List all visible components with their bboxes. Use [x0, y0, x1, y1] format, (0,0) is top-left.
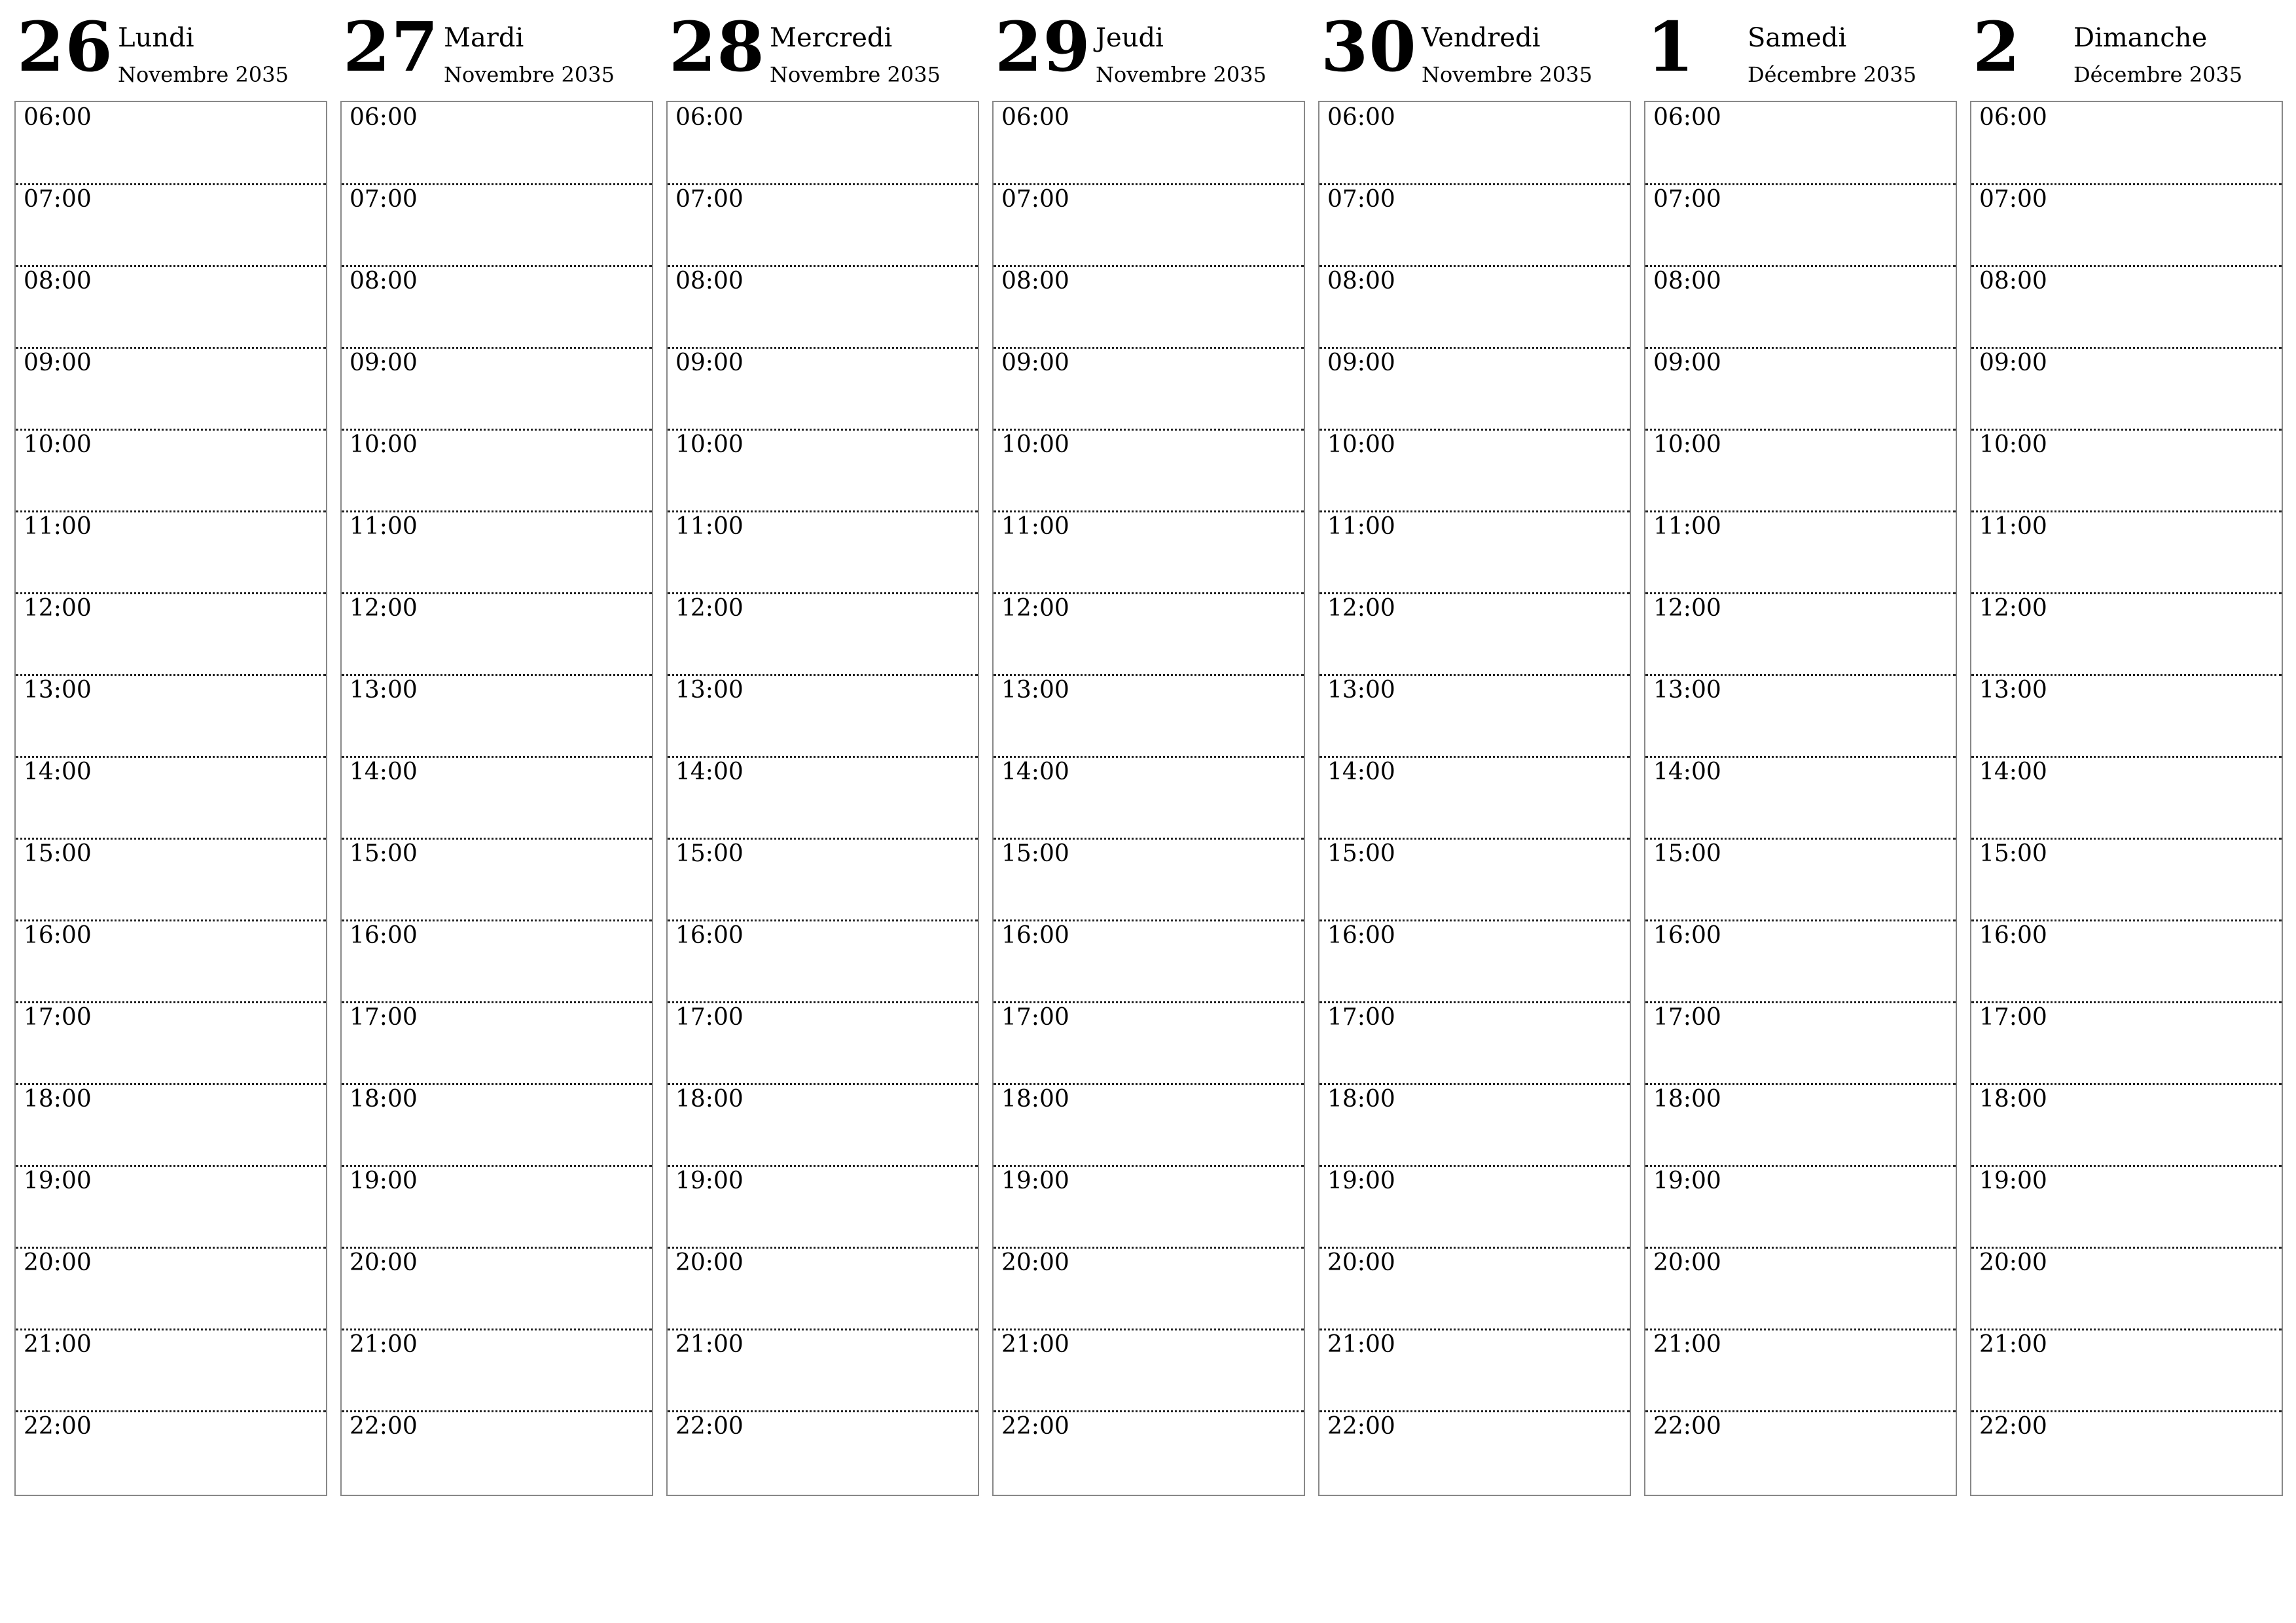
time-slot[interactable] [1645, 102, 1956, 184]
time-slot[interactable] [342, 1084, 652, 1166]
time-label: 10:00 [1001, 431, 1069, 458]
time-slot[interactable] [1319, 184, 1630, 266]
time-label: 18:00 [1979, 1086, 2047, 1113]
time-slot[interactable] [16, 184, 326, 266]
time-label: 16:00 [675, 922, 744, 949]
time-label: 17:00 [1327, 1004, 1395, 1031]
time-label: 06:00 [350, 104, 418, 131]
time-label: 15:00 [1327, 840, 1395, 867]
time-label: 07:00 [1979, 186, 2047, 213]
time-slot[interactable] [342, 1247, 652, 1329]
time-slot[interactable] [668, 675, 978, 757]
time-label: 19:00 [675, 1168, 744, 1194]
time-label: 07:00 [350, 186, 418, 213]
time-slot[interactable] [1319, 348, 1630, 429]
time-slot[interactable] [668, 1329, 978, 1411]
time-label: 15:00 [675, 840, 744, 867]
time-label: 22:00 [675, 1413, 744, 1440]
time-label: 14:00 [350, 758, 418, 785]
time-slot[interactable] [668, 1084, 978, 1166]
time-slot[interactable] [1971, 102, 2282, 184]
day-header [340, 0, 653, 99]
time-slot[interactable] [1971, 266, 2282, 348]
time-slot[interactable] [668, 184, 978, 266]
time-label: 12:00 [1653, 595, 1721, 622]
time-label: 13:00 [675, 677, 744, 704]
time-slot[interactable] [1319, 511, 1630, 593]
time-label: 12:00 [1327, 595, 1395, 622]
time-slot[interactable] [1319, 1329, 1630, 1411]
time-slot[interactable] [1645, 757, 1956, 838]
time-label: 18:00 [350, 1086, 418, 1113]
time-label: 08:00 [1979, 268, 2047, 294]
time-slot[interactable] [668, 429, 978, 511]
time-label: 07:00 [1327, 186, 1395, 213]
time-slot[interactable] [994, 1329, 1304, 1411]
time-slot[interactable] [1319, 838, 1630, 920]
month-year: Novembre 2035 [118, 62, 289, 87]
time-label: 18:00 [1001, 1086, 1069, 1113]
time-label: 17:00 [350, 1004, 418, 1031]
time-slot[interactable] [342, 1166, 652, 1247]
time-slot[interactable] [16, 266, 326, 348]
time-slot[interactable] [1319, 675, 1630, 757]
time-label: 15:00 [24, 840, 92, 867]
time-slot[interactable] [1971, 757, 2282, 838]
time-slot[interactable] [1971, 593, 2282, 675]
day-schedule-box [14, 101, 327, 1496]
time-slot[interactable] [16, 348, 326, 429]
time-label: 12:00 [1001, 595, 1069, 622]
time-slot[interactable] [668, 920, 978, 1002]
day-name: Mardi [444, 23, 524, 53]
time-slot[interactable] [342, 184, 652, 266]
time-slot[interactable] [16, 1329, 326, 1411]
time-slot[interactable] [1319, 1084, 1630, 1166]
time-slot[interactable] [1645, 1084, 1956, 1166]
month-year: Novembre 2035 [770, 62, 941, 87]
time-label: 14:00 [675, 758, 744, 785]
time-slot[interactable] [16, 593, 326, 675]
day-schedule-box [340, 101, 653, 1496]
time-label: 22:00 [1979, 1413, 2047, 1440]
time-label: 09:00 [675, 349, 744, 376]
time-label: 11:00 [24, 513, 92, 540]
time-label: 21:00 [1653, 1331, 1721, 1358]
time-label: 17:00 [1979, 1004, 2047, 1031]
time-label: 11:00 [1001, 513, 1069, 540]
time-label: 22:00 [350, 1413, 418, 1440]
time-label: 21:00 [1001, 1331, 1069, 1358]
time-slot[interactable] [1971, 1084, 2282, 1166]
time-label: 07:00 [675, 186, 744, 213]
time-slot[interactable] [1971, 1411, 2282, 1493]
time-label: 10:00 [675, 431, 744, 458]
time-slot[interactable] [342, 1411, 652, 1493]
time-slot[interactable] [994, 1411, 1304, 1493]
time-label: 12:00 [24, 595, 92, 622]
day-header [1318, 0, 1631, 99]
time-label: 17:00 [675, 1004, 744, 1031]
time-slot[interactable] [1645, 1002, 1956, 1084]
time-label: 14:00 [1327, 758, 1395, 785]
time-label: 22:00 [1327, 1413, 1395, 1440]
time-label: 19:00 [1979, 1168, 2047, 1194]
day-name: Dimanche [2073, 23, 2208, 53]
time-slot[interactable] [1319, 757, 1630, 838]
time-slot[interactable] [342, 1329, 652, 1411]
day-number: 29 [995, 7, 1091, 87]
time-slot[interactable] [342, 429, 652, 511]
time-label: 11:00 [1327, 513, 1395, 540]
time-slot[interactable] [668, 757, 978, 838]
time-slot[interactable] [342, 102, 652, 184]
time-label: 21:00 [24, 1331, 92, 1358]
day-number: 2 [1973, 7, 2021, 87]
time-slot[interactable] [994, 1166, 1304, 1247]
time-slot[interactable] [1971, 1002, 2282, 1084]
time-label: 11:00 [350, 513, 418, 540]
time-slot[interactable] [994, 102, 1304, 184]
time-slot[interactable] [1319, 429, 1630, 511]
time-slot[interactable] [1971, 1247, 2282, 1329]
time-slot[interactable] [1645, 429, 1956, 511]
time-label: 11:00 [1979, 513, 2047, 540]
day-number: 1 [1647, 7, 1695, 87]
day-schedule-box [1644, 101, 1957, 1496]
time-label: 20:00 [1327, 1249, 1395, 1276]
time-slot[interactable] [1319, 1411, 1630, 1493]
time-label: 12:00 [1979, 595, 2047, 622]
time-slot[interactable] [342, 757, 652, 838]
time-label: 06:00 [675, 104, 744, 131]
time-slot[interactable] [994, 348, 1304, 429]
time-label: 11:00 [675, 513, 744, 540]
day-number: 27 [343, 7, 439, 87]
time-label: 06:00 [1653, 104, 1721, 131]
time-label: 13:00 [1327, 677, 1395, 704]
time-label: 09:00 [1327, 349, 1395, 376]
day-schedule-box [666, 101, 979, 1496]
time-label: 19:00 [1327, 1168, 1395, 1194]
time-slot[interactable] [1319, 1166, 1630, 1247]
time-label: 20:00 [675, 1249, 744, 1276]
time-label: 09:00 [1979, 349, 2047, 376]
day-header [666, 0, 979, 99]
time-label: 18:00 [1653, 1086, 1721, 1113]
time-slot[interactable] [16, 102, 326, 184]
time-label: 16:00 [1653, 922, 1721, 949]
time-slot[interactable] [1645, 348, 1956, 429]
time-slot[interactable] [1645, 675, 1956, 757]
time-slot[interactable] [1645, 511, 1956, 593]
time-slot[interactable] [1319, 266, 1630, 348]
day-name: Samedi [1748, 23, 1847, 53]
month-year: Novembre 2035 [1422, 62, 1592, 87]
time-label: 21:00 [1979, 1331, 2047, 1358]
time-label: 06:00 [1979, 104, 2047, 131]
time-slot[interactable] [1645, 593, 1956, 675]
time-slot[interactable] [994, 266, 1304, 348]
time-label: 13:00 [24, 677, 92, 704]
time-slot[interactable] [1319, 593, 1630, 675]
month-year: Décembre 2035 [1748, 62, 1917, 87]
time-slot[interactable] [342, 266, 652, 348]
time-label: 13:00 [1653, 677, 1721, 704]
time-label: 10:00 [1979, 431, 2047, 458]
day-name: Lundi [118, 23, 194, 53]
time-slot[interactable] [342, 593, 652, 675]
time-label: 14:00 [1979, 758, 2047, 785]
time-slot[interactable] [1971, 1166, 2282, 1247]
time-label: 07:00 [1001, 186, 1069, 213]
time-label: 20:00 [1979, 1249, 2047, 1276]
time-label: 12:00 [675, 595, 744, 622]
time-slot[interactable] [994, 1002, 1304, 1084]
time-label: 22:00 [24, 1413, 92, 1440]
time-slot[interactable] [1645, 184, 1956, 266]
time-label: 06:00 [1327, 104, 1395, 131]
time-slot[interactable] [668, 348, 978, 429]
day-number: 26 [17, 7, 113, 87]
time-label: 11:00 [1653, 513, 1721, 540]
day-header [1644, 0, 1957, 99]
time-slot[interactable] [342, 1002, 652, 1084]
time-label: 13:00 [1979, 677, 2047, 704]
time-slot[interactable] [16, 920, 326, 1002]
time-label: 19:00 [24, 1168, 92, 1194]
time-slot[interactable] [1971, 511, 2282, 593]
time-slot[interactable] [994, 838, 1304, 920]
time-label: 15:00 [1001, 840, 1069, 867]
time-label: 18:00 [24, 1086, 92, 1113]
time-label: 20:00 [1001, 1249, 1069, 1276]
time-label: 16:00 [24, 922, 92, 949]
time-label: 14:00 [24, 758, 92, 785]
time-label: 16:00 [1979, 922, 2047, 949]
time-slot[interactable] [1645, 1166, 1956, 1247]
day-header [1970, 0, 2283, 99]
time-label: 21:00 [350, 1331, 418, 1358]
time-slot[interactable] [994, 593, 1304, 675]
time-slot[interactable] [16, 429, 326, 511]
time-label: 15:00 [350, 840, 418, 867]
time-label: 16:00 [1001, 922, 1069, 949]
time-label: 18:00 [675, 1086, 744, 1113]
time-slot[interactable] [16, 757, 326, 838]
time-label: 15:00 [1979, 840, 2047, 867]
day-name: Vendredi [1422, 23, 1541, 53]
time-slot[interactable] [16, 1247, 326, 1329]
time-slot[interactable] [1645, 1329, 1956, 1411]
day-schedule-box [992, 101, 1305, 1496]
time-slot[interactable] [1319, 102, 1630, 184]
time-label: 21:00 [675, 1331, 744, 1358]
time-slot[interactable] [994, 1084, 1304, 1166]
time-slot[interactable] [1319, 1247, 1630, 1329]
time-label: 18:00 [1327, 1086, 1395, 1113]
time-label: 15:00 [1653, 840, 1721, 867]
time-label: 17:00 [1001, 1004, 1069, 1031]
time-label: 08:00 [675, 268, 744, 294]
day-name: Jeudi [1096, 23, 1164, 53]
time-slot[interactable] [1645, 266, 1956, 348]
time-slot[interactable] [994, 511, 1304, 593]
time-slot[interactable] [668, 1247, 978, 1329]
time-slot[interactable] [1971, 675, 2282, 757]
time-slot[interactable] [1645, 1411, 1956, 1493]
time-label: 21:00 [1327, 1331, 1395, 1358]
time-slot[interactable] [668, 593, 978, 675]
time-label: 08:00 [1653, 268, 1721, 294]
month-year: Novembre 2035 [1096, 62, 1266, 87]
time-slot[interactable] [1645, 920, 1956, 1002]
time-slot[interactable] [668, 1166, 978, 1247]
time-slot[interactable] [668, 102, 978, 184]
time-slot[interactable] [1971, 348, 2282, 429]
month-year: Novembre 2035 [444, 62, 615, 87]
time-label: 06:00 [1001, 104, 1069, 131]
day-schedule-box [1970, 101, 2283, 1496]
time-label: 20:00 [24, 1249, 92, 1276]
time-slot[interactable] [16, 838, 326, 920]
time-slot[interactable] [668, 838, 978, 920]
time-slot[interactable] [668, 1002, 978, 1084]
time-slot[interactable] [1971, 838, 2282, 920]
time-slot[interactable] [1319, 1002, 1630, 1084]
time-label: 09:00 [1001, 349, 1069, 376]
time-label: 16:00 [1327, 922, 1395, 949]
day-header [992, 0, 1305, 99]
time-slot[interactable] [342, 675, 652, 757]
time-label: 08:00 [1327, 268, 1395, 294]
time-slot[interactable] [1971, 184, 2282, 266]
time-slot[interactable] [668, 266, 978, 348]
time-label: 10:00 [350, 431, 418, 458]
time-label: 20:00 [1653, 1249, 1721, 1276]
time-label: 12:00 [350, 595, 418, 622]
time-slot[interactable] [16, 1166, 326, 1247]
time-slot[interactable] [342, 920, 652, 1002]
time-slot[interactable] [1319, 920, 1630, 1002]
time-label: 10:00 [24, 431, 92, 458]
time-slot[interactable] [342, 838, 652, 920]
time-label: 19:00 [1653, 1168, 1721, 1194]
time-label: 17:00 [1653, 1004, 1721, 1031]
time-slot[interactable] [994, 429, 1304, 511]
time-label: 13:00 [1001, 677, 1069, 704]
time-label: 10:00 [1653, 431, 1721, 458]
time-slot[interactable] [994, 675, 1304, 757]
time-slot[interactable] [16, 1084, 326, 1166]
time-slot[interactable] [994, 1247, 1304, 1329]
time-label: 09:00 [350, 349, 418, 376]
time-label: 22:00 [1001, 1413, 1069, 1440]
time-slot[interactable] [1645, 838, 1956, 920]
time-slot[interactable] [1971, 920, 2282, 1002]
time-slot[interactable] [994, 757, 1304, 838]
day-number: 28 [669, 7, 765, 87]
time-slot[interactable] [16, 1002, 326, 1084]
time-slot[interactable] [1971, 1329, 2282, 1411]
day-schedule-box [1318, 101, 1631, 1496]
day-number: 30 [1321, 7, 1417, 87]
time-slot[interactable] [994, 184, 1304, 266]
time-label: 08:00 [350, 268, 418, 294]
day-name: Mercredi [770, 23, 893, 53]
time-label: 19:00 [1001, 1168, 1069, 1194]
time-label: 14:00 [1653, 758, 1721, 785]
time-slot[interactable] [668, 1411, 978, 1493]
time-label: 17:00 [24, 1004, 92, 1031]
time-label: 09:00 [24, 349, 92, 376]
time-label: 19:00 [350, 1168, 418, 1194]
time-label: 09:00 [1653, 349, 1721, 376]
time-slot[interactable] [342, 348, 652, 429]
month-year: Décembre 2035 [2073, 62, 2243, 87]
time-slot[interactable] [668, 511, 978, 593]
time-label: 16:00 [350, 922, 418, 949]
time-slot[interactable] [1971, 429, 2282, 511]
time-label: 20:00 [350, 1249, 418, 1276]
time-slot[interactable] [342, 511, 652, 593]
time-label: 13:00 [350, 677, 418, 704]
time-slot[interactable] [16, 675, 326, 757]
time-slot[interactable] [16, 511, 326, 593]
day-header [14, 0, 327, 99]
time-slot[interactable] [994, 920, 1304, 1002]
time-label: 14:00 [1001, 758, 1069, 785]
time-slot[interactable] [16, 1411, 326, 1493]
time-label: 06:00 [24, 104, 92, 131]
time-label: 08:00 [24, 268, 92, 294]
time-label: 10:00 [1327, 431, 1395, 458]
time-label: 07:00 [1653, 186, 1721, 213]
time-label: 08:00 [1001, 268, 1069, 294]
time-label: 07:00 [24, 186, 92, 213]
time-slot[interactable] [1645, 1247, 1956, 1329]
time-label: 22:00 [1653, 1413, 1721, 1440]
